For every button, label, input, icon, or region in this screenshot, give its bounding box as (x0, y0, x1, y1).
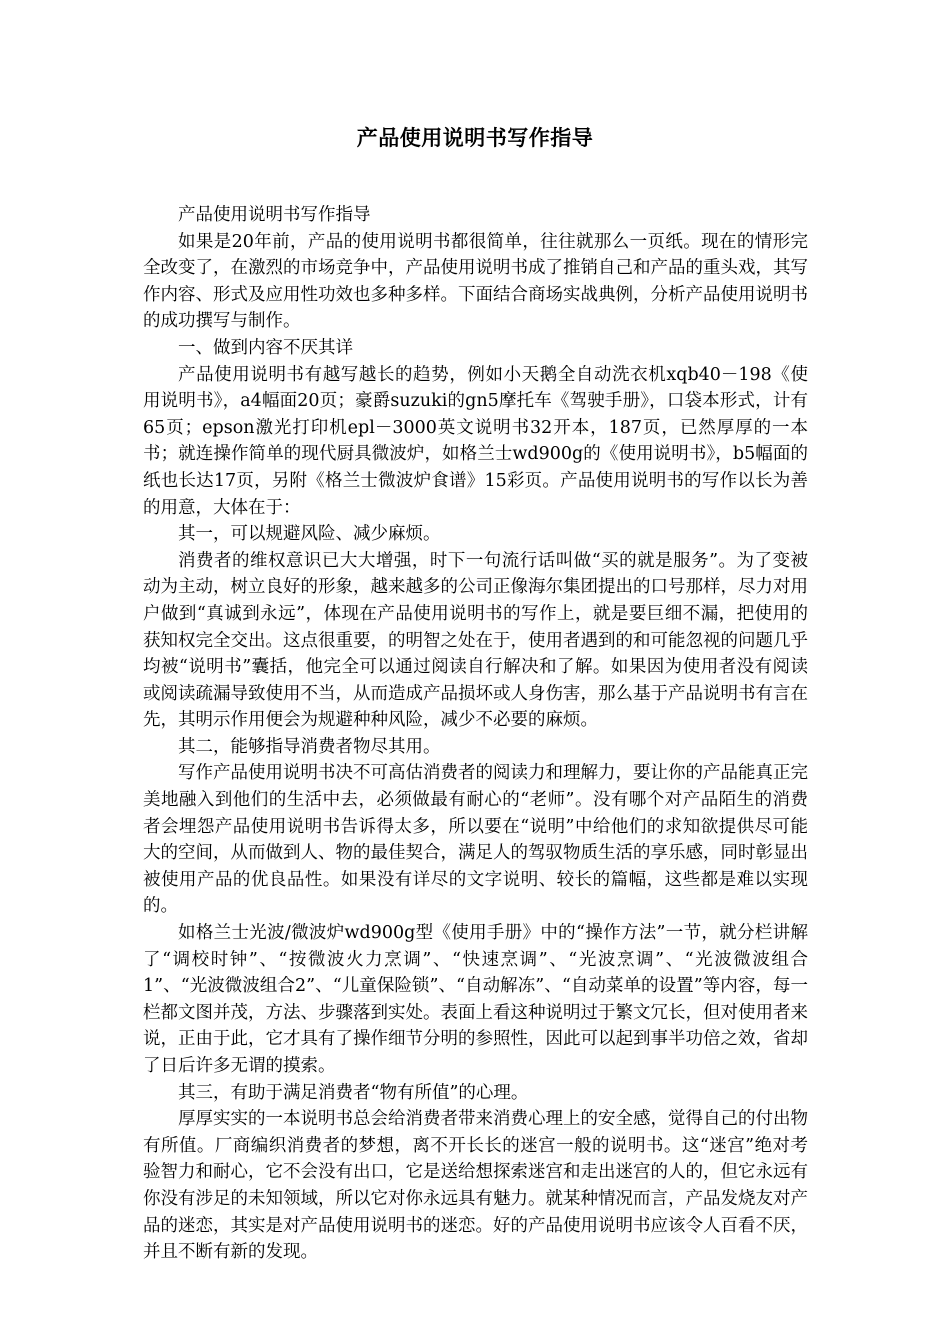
point-heading-3: 其三，有助于满足消费者“物有所值”的心理。 (178, 1082, 529, 1103)
paragraph: 产品使用说明书有越写越长的趋势，例如小天鹅全自动洗衣机xqb40－198《使用说明书》，a4幅面20页；豪爵suzuki的gn5摩托车《驾驶手册》，口袋本形式，计有65页；epson激光打印机epl－3000英文说明书32开本，187页，已然厚厚的一本书；就连操作简单的现代厨具微波炉，如格兰士wd900g的《使用说明书》，b5幅面的纸也长达17页，另附《格兰士微波炉食谱》15彩页。产品使用说明书的写作以长为善的用意，大体在于： (143, 364, 808, 518)
point-heading-1: 其一，可以规避风险、减少麻烦。 (178, 524, 441, 545)
point-heading-2: 其二，能够指导消费者物尽其用。 (178, 736, 441, 757)
paragraph: 厚厚实实的一本说明书总会给消费者带来消费心理上的安全感，觉得自己的付出物有所值。厂商编织消费者的梦想，离不开长长的迷宫一般的说明书。这“迷宫”绝对考验智力和耐心，它不会没有出口，它是送给想探索迷宫和走出迷宫的人的，但它永远有你没有涉足的未知领域，所以它对你永远具有魅力。就某种情况而言，产品发烧友对产品的迷恋，其实是对产品使用说明书的迷恋。好的产品使用说明书应该令人百看不厌，并且不断有新的发现。 (143, 1109, 808, 1263)
paragraph-intro: 如果是20年前，产品的使用说明书都很简单，往往就那么一页纸。现在的情形完全改变了，在激烈的市场竞争中，产品使用说明书成了推销自己和产品的重头戏，其写作内容、形式及应用性功效也多种多样。下面结合商场实战典例，分析产品使用说明书的成功撰写与制作。 (143, 231, 808, 332)
paragraph: 写作产品使用说明书决不可高估消费者的阅读力和理解力，要让你的产品能真正完美地融入到他们的生活中去，必须做最有耐心的“老师”。没有哪个对产品陌生的消费者会埋怨产品使用说明书告诉得太多，所以要在“说明”中给他们的求知欲提供尽可能大的空间，从而做到人、物的最佳契合，满足人的驾驭物质生活的享乐感，同时彰显出被使用产品的优良品性。如果没有详尽的文字说明、较长的篇幅，这些都是难以实现的。 (143, 763, 808, 917)
document-title: 产品使用说明书写作指导 (356, 125, 594, 150)
paragraph-heading: 产品使用说明书写作指导 (178, 205, 371, 225)
document-body (143, 202, 808, 1266)
paragraph: 如格兰士光波/微波炉wd900g型《使用手册》中的“操作方法”一节，就分栏讲解了“调校时钟”、“按微波火力烹调”、“快速烹调”、“光波烹调”、“光波微波组合1”、“光波微波组合2”、“儿童保险锁”、“自动解冻”、“自动菜单的设置”等内容，每一栏都文图并茂，方法、步骤落到实处。表面上看这种说明过于繁文冗长，但对使用者来说，正由于此，它才具有了操作细节分明的参照性，因此可以起到事半功倍之效，省却了日后许多无谓的摸索。 (143, 923, 808, 1076)
paragraph: 消费者的维权意识已大大增强，时下一句流行话叫做“买的就是服务”。为了变被动为主动，树立良好的形象，越来越多的公司正像海尔集团提出的口号那样，尽力对用户做到“真诚到永远”，体现在产品使用说明书的写作上，就是要巨细不漏，把使用的获知权完全交出。这点很重要，的明智之处在于，使用者遇到的和可能忽视的问题几乎均被“说明书”囊括，他完全可以通过阅读自行解决和了解。如果因为使用者没有阅读或阅读疏漏导致使用不当，从而造成产品损坏或人身伤害，那么基于产品说明书有言在先，其明示作用便会为规避种种风险，减少不必要的麻烦。 (143, 550, 808, 731)
section-heading-1: 一、做到内容不厌其详 (178, 337, 353, 358)
